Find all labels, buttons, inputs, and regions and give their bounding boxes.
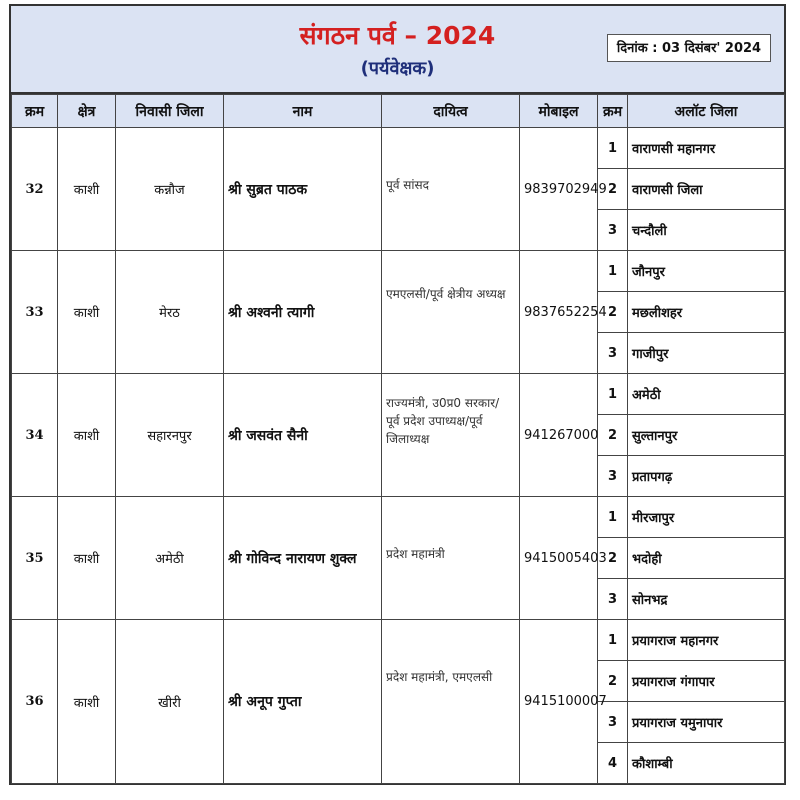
allot-serial-cell: 3 [598,333,628,374]
allotted-district-cell: वाराणसी महानगर [628,128,785,169]
col-responsibility: दायित्व [382,95,520,128]
allot-serial-cell: 2 [598,169,628,210]
table-row [12,497,785,538]
page-subtitle: (पर्यवेक्षक) [360,58,435,79]
date-box: दिनांक : 03 दिसंबर' 2024 [607,34,771,62]
document-frame [9,4,786,785]
responsibility-cell: प्रदेश महामंत्री, एमएलसी [382,620,520,784]
region-cell: काशी [58,374,116,497]
allot-serial-cell: 1 [598,374,628,415]
name-cell: श्री जसवंत सैनी [224,374,382,497]
allotted-district-cell: कौशाम्बी [628,743,785,784]
table-row [12,620,785,661]
allot-serial-cell: 1 [598,128,628,169]
serial-cell: 35 [12,497,58,620]
home-district-cell: खीरी [116,620,224,784]
allotted-district-cell: प्रयागराज गंगापार [628,661,785,702]
home-district-cell: सहारनपुर [116,374,224,497]
allot-serial-cell: 1 [598,251,628,292]
allotted-district-cell: जौनपुर [628,251,785,292]
col-region: क्षेत्र [58,95,116,128]
allot-serial-cell: 3 [598,210,628,251]
mobile-cell: 9415100007 [520,620,598,784]
allotted-district-cell: सोनभद्र [628,579,785,620]
home-district-cell: अमेठी [116,497,224,620]
home-district-cell: कन्नौज [116,128,224,251]
allotted-district-cell: प्रतापगढ़ [628,456,785,497]
table-row [12,251,785,292]
allotted-district-cell: वाराणसी जिला [628,169,785,210]
region-cell: काशी [58,620,116,784]
responsibility-cell: राज्यमंत्री, उ0प्र0 सरकार/ पूर्व प्रदेश उपाध्यक्ष/पूर्व जिलाध्यक्ष [382,374,520,497]
allot-serial-cell: 2 [598,538,628,579]
allot-serial-cell: 2 [598,292,628,333]
responsibility-cell: प्रदेश महामंत्री [382,497,520,620]
col-allot-serial: क्रम [598,95,628,128]
mobile-cell: 9839702949 [520,128,598,251]
allotted-district-cell: प्रयागराज महानगर [628,620,785,661]
name-cell: श्री सुब्रत पाठक [224,128,382,251]
responsibility-cell: एमएलसी/पूर्व क्षेत्रीय अध्यक्ष [382,251,520,374]
allotted-district-cell: गाजीपुर [628,333,785,374]
serial-cell: 32 [12,128,58,251]
home-district-cell: मेरठ [116,251,224,374]
table-row [12,374,785,415]
document-header [11,6,784,94]
region-cell: काशी [58,251,116,374]
col-home-district: निवासी जिला [116,95,224,128]
region-cell: काशी [58,128,116,251]
allot-serial-cell: 1 [598,620,628,661]
col-name: नाम [224,95,382,128]
name-cell: श्री अनूप गुप्ता [224,620,382,784]
table-header-row [12,95,785,128]
col-serial: क्रम [12,95,58,128]
page-title: संगठन पर्व – 2024 [299,21,496,50]
allotted-district-cell: चन्दौली [628,210,785,251]
name-cell: श्री गोविन्द नारायण शुक्ल [224,497,382,620]
serial-cell: 34 [12,374,58,497]
table-body [12,128,785,784]
allot-serial-cell: 2 [598,661,628,702]
name-cell: श्री अश्वनी त्यागी [224,251,382,374]
allotted-district-cell: प्रयागराज यमुनापार [628,702,785,743]
allot-serial-cell: 2 [598,415,628,456]
allotted-district-cell: मछलीशहर [628,292,785,333]
table-row [12,128,785,169]
allot-serial-cell: 3 [598,579,628,620]
mobile-cell: 9415005403 [520,497,598,620]
allotted-district-cell: सुल्तानपुर [628,415,785,456]
col-mobile: मोबाइल [520,95,598,128]
responsibility-cell: पूर्व सांसद [382,128,520,251]
allotted-district-cell: अमेठी [628,374,785,415]
observer-table [11,94,785,784]
allot-serial-cell: 3 [598,456,628,497]
allotted-district-cell: मीरजापुर [628,497,785,538]
allot-serial-cell: 3 [598,702,628,743]
col-allotted-district: अलॉट जिला [628,95,785,128]
serial-cell: 36 [12,620,58,784]
allot-serial-cell: 1 [598,497,628,538]
region-cell: काशी [58,497,116,620]
allot-serial-cell: 4 [598,743,628,784]
allotted-district-cell: भदोही [628,538,785,579]
serial-cell: 33 [12,251,58,374]
mobile-cell: 9837652254 [520,251,598,374]
mobile-cell: 941267000 [520,374,598,497]
